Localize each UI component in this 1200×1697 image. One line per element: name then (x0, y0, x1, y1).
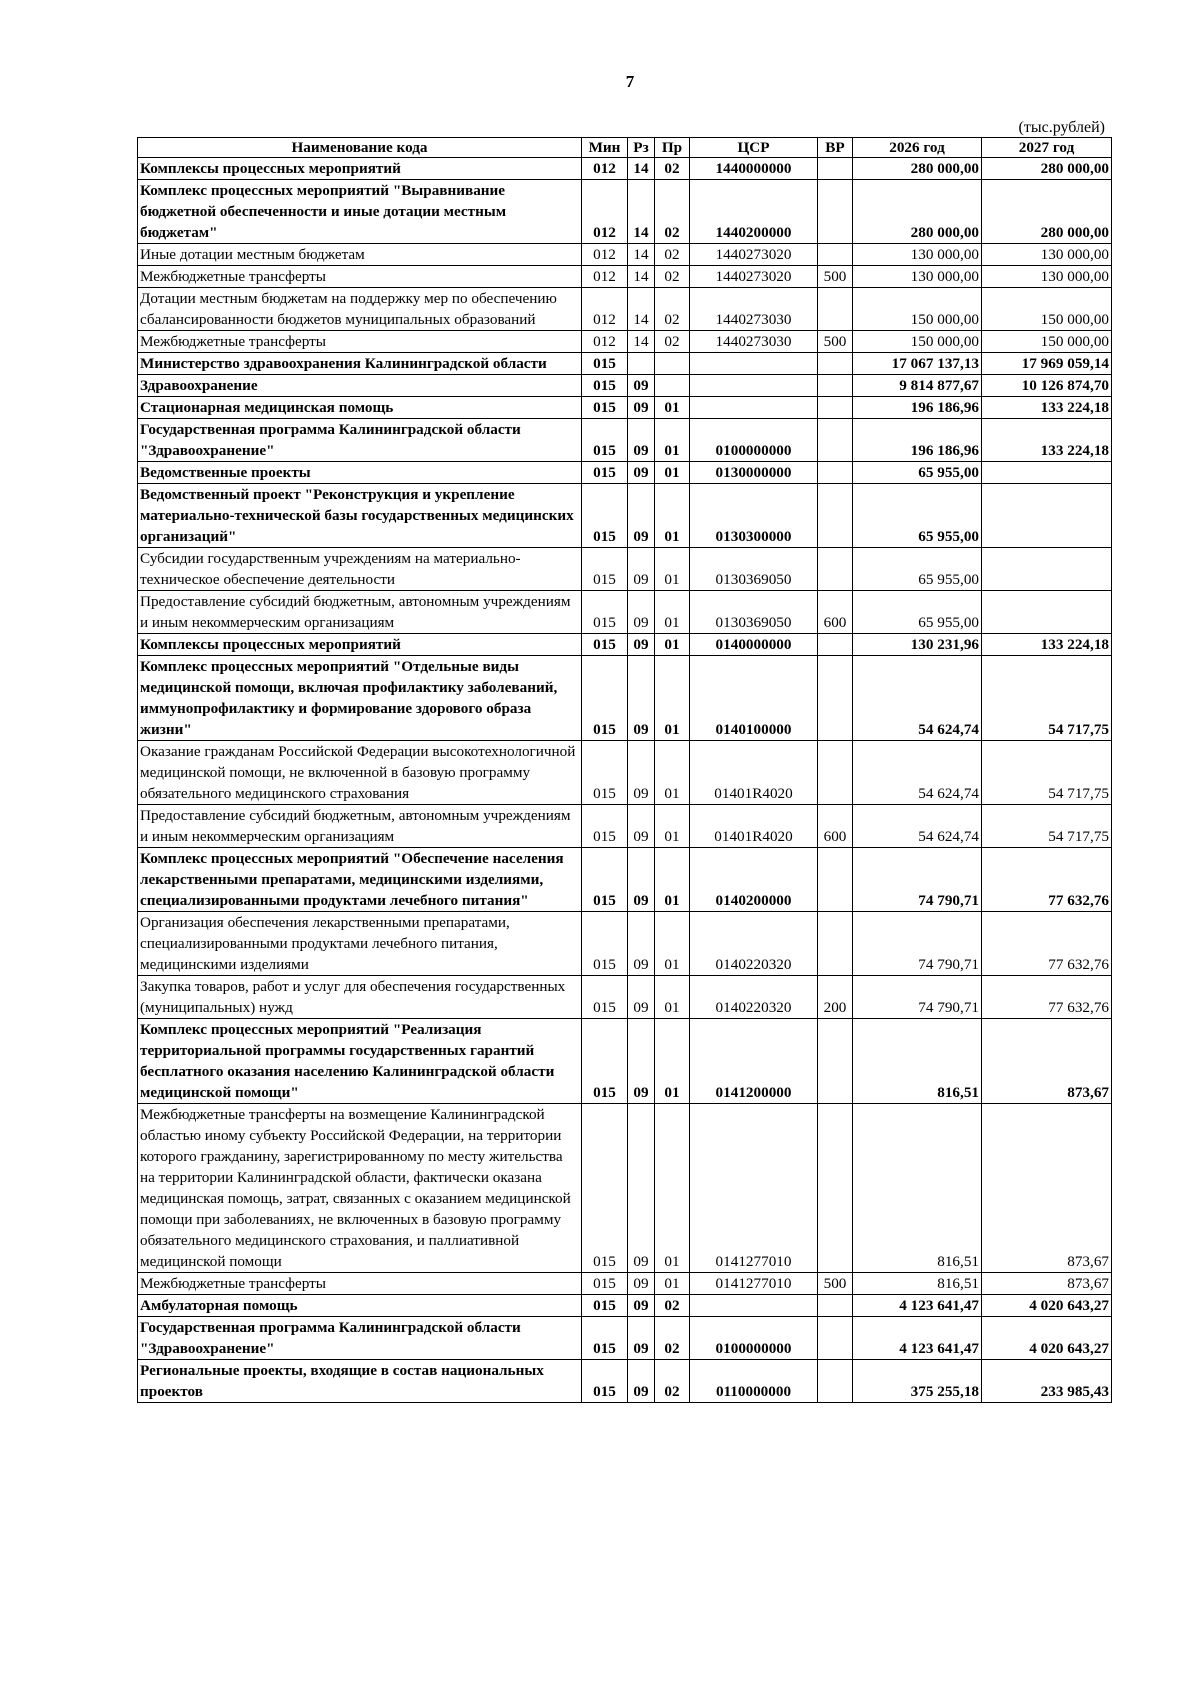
cell-2027: 54 717,75 (982, 805, 1112, 848)
cell-name: Комплекс процессных мероприятий "Отдельные виды медицинской помощи, включая профилактику заболеваний, иммунопрофилактику и формирование здорового образа жизни" (138, 656, 582, 741)
cell-rz: 09 (628, 741, 655, 805)
cell-rz: 09 (628, 976, 655, 1019)
cell-pr: 01 (655, 462, 690, 484)
cell-min: 015 (582, 1295, 628, 1317)
cell-rz: 09 (628, 656, 655, 741)
cell-vr (818, 484, 853, 548)
cell-name: Межбюджетные трансферты (138, 1273, 582, 1295)
cell-csr (690, 397, 818, 419)
cell-2026: 816,51 (853, 1273, 982, 1295)
table-row (138, 805, 1112, 848)
cell-2026: 54 624,74 (853, 805, 982, 848)
cell-2026: 130 231,96 (853, 634, 982, 656)
table-row (138, 1019, 1112, 1104)
table-row (138, 331, 1112, 353)
cell-min: 012 (582, 244, 628, 266)
cell-name: Дотации местным бюджетам на поддержку мер по обеспечению сбалансированности бюджетов муниципальных образований (138, 288, 582, 331)
cell-csr: 0110000000 (690, 1360, 818, 1403)
table-row (138, 741, 1112, 805)
cell-2026: 150 000,00 (853, 331, 982, 353)
table-row (138, 591, 1112, 634)
cell-vr (818, 288, 853, 331)
cell-2027: 233 985,43 (982, 1360, 1112, 1403)
cell-vr: 500 (818, 331, 853, 353)
cell-name: Региональные проекты, входящие в состав национальных проектов (138, 1360, 582, 1403)
cell-name: Ведомственные проекты (138, 462, 582, 484)
cell-min: 015 (582, 912, 628, 976)
cell-name: Оказание гражданам Российской Федерации высокотехнологичной медицинской помощи, не включенной в базовую программу обязательного медицинского страхования (138, 741, 582, 805)
table-row (138, 1273, 1112, 1295)
cell-name: Комплекс процессных мероприятий "Обеспечение населения лекарственными препаратами, медицинскими изделиями, специализированными продуктами лечебного питания" (138, 848, 582, 912)
cell-pr: 01 (655, 591, 690, 634)
cell-vr (818, 741, 853, 805)
cell-pr: 02 (655, 1295, 690, 1317)
cell-2027 (982, 591, 1112, 634)
cell-min: 015 (582, 656, 628, 741)
cell-name: Предоставление субсидий бюджетным, автономным учреждениям и иным некоммерческим организациям (138, 591, 582, 634)
cell-min: 012 (582, 331, 628, 353)
cell-pr: 01 (655, 805, 690, 848)
cell-2026: 130 000,00 (853, 244, 982, 266)
cell-csr: 0140100000 (690, 656, 818, 741)
cell-pr: 01 (655, 1273, 690, 1295)
cell-2026: 150 000,00 (853, 288, 982, 331)
cell-2026: 65 955,00 (853, 484, 982, 548)
cell-2026: 65 955,00 (853, 462, 982, 484)
cell-vr (818, 419, 853, 462)
cell-csr: 1440273030 (690, 288, 818, 331)
cell-2027: 873,67 (982, 1104, 1112, 1273)
page-number: 7 (625, 72, 635, 91)
cell-min: 015 (582, 419, 628, 462)
cell-vr (818, 848, 853, 912)
cell-2027: 77 632,76 (982, 848, 1112, 912)
cell-name: Амбулаторная помощь (138, 1295, 582, 1317)
table-row (138, 656, 1112, 741)
cell-min: 015 (582, 548, 628, 591)
cell-name: Государственная программа Калининградской области "Здравоохранение" (138, 419, 582, 462)
cell-2026: 54 624,74 (853, 741, 982, 805)
cell-min: 015 (582, 484, 628, 548)
cell-pr: 01 (655, 634, 690, 656)
cell-vr: 500 (818, 1273, 853, 1295)
cell-rz: 14 (628, 158, 655, 180)
cell-pr: 02 (655, 1360, 690, 1403)
cell-min: 015 (582, 805, 628, 848)
cell-pr: 01 (655, 1104, 690, 1273)
cell-pr (655, 375, 690, 397)
cell-name: Закупка товаров, работ и услуг для обеспечения государственных (муниципальных) нужд (138, 976, 582, 1019)
col-header-2027: 2027 год (982, 138, 1112, 158)
cell-name: Иные дотации местным бюджетам (138, 244, 582, 266)
cell-name: Комплекс процессных мероприятий "Реализация территориальной программы государственных гарантий бесплатного оказания населению Калининградской области медицинской помощи" (138, 1019, 582, 1104)
table-row (138, 1317, 1112, 1360)
cell-2027 (982, 484, 1112, 548)
cell-2027: 130 000,00 (982, 244, 1112, 266)
cell-min: 015 (582, 353, 628, 375)
cell-name: Государственная программа Калининградской области "Здравоохранение" (138, 1317, 582, 1360)
cell-rz (628, 353, 655, 375)
table-row (138, 244, 1112, 266)
cell-2027: 133 224,18 (982, 397, 1112, 419)
cell-2026: 375 255,18 (853, 1360, 982, 1403)
cell-csr: 0130369050 (690, 591, 818, 634)
cell-2026: 816,51 (853, 1019, 982, 1104)
cell-csr: 1440200000 (690, 180, 818, 244)
cell-rz: 14 (628, 244, 655, 266)
table-row (138, 634, 1112, 656)
table-row (138, 912, 1112, 976)
cell-min: 015 (582, 397, 628, 419)
cell-2027: 10 126 874,70 (982, 375, 1112, 397)
cell-name: Комплекс процессных мероприятий "Выравнивание бюджетной обеспеченности и иные дотации местным бюджетам" (138, 180, 582, 244)
cell-vr (818, 1360, 853, 1403)
cell-rz: 09 (628, 375, 655, 397)
cell-2027: 280 000,00 (982, 180, 1112, 244)
cell-2026: 74 790,71 (853, 976, 982, 1019)
cell-name: Организация обеспечения лекарственными препаратами, специализированными продуктами лечебного питания, медицинскими изделиями (138, 912, 582, 976)
cell-pr: 01 (655, 741, 690, 805)
cell-vr (818, 158, 853, 180)
cell-2026: 74 790,71 (853, 848, 982, 912)
cell-csr: 1440273020 (690, 266, 818, 288)
cell-name: Стационарная медицинская помощь (138, 397, 582, 419)
cell-2027: 133 224,18 (982, 419, 1112, 462)
cell-2026: 54 624,74 (853, 656, 982, 741)
cell-name: Межбюджетные трансферты (138, 266, 582, 288)
cell-rz: 09 (628, 848, 655, 912)
cell-2027 (982, 548, 1112, 591)
cell-2027: 280 000,00 (982, 158, 1112, 180)
cell-pr: 02 (655, 158, 690, 180)
cell-pr (655, 353, 690, 375)
col-header-name: Наименование кода (138, 138, 582, 158)
col-header-pr: Пр (655, 138, 690, 158)
cell-vr (818, 244, 853, 266)
cell-pr: 02 (655, 180, 690, 244)
cell-csr: 01401R4020 (690, 741, 818, 805)
cell-min: 015 (582, 375, 628, 397)
cell-csr (690, 353, 818, 375)
cell-csr: 1440000000 (690, 158, 818, 180)
cell-2026: 196 186,96 (853, 397, 982, 419)
cell-2027: 4 020 643,27 (982, 1295, 1112, 1317)
table-row (138, 462, 1112, 484)
cell-vr (818, 375, 853, 397)
cell-min: 012 (582, 288, 628, 331)
cell-2027: 54 717,75 (982, 656, 1112, 741)
budget-table (137, 137, 1112, 1403)
cell-pr: 02 (655, 266, 690, 288)
cell-2026: 130 000,00 (853, 266, 982, 288)
cell-csr: 0130369050 (690, 548, 818, 591)
cell-vr (818, 1317, 853, 1360)
cell-csr: 1440273020 (690, 244, 818, 266)
cell-2026: 65 955,00 (853, 591, 982, 634)
col-header-min: Мин (582, 138, 628, 158)
cell-min: 015 (582, 462, 628, 484)
cell-csr: 0141200000 (690, 1019, 818, 1104)
cell-rz: 09 (628, 634, 655, 656)
cell-name: Межбюджетные трансферты (138, 331, 582, 353)
cell-2027: 873,67 (982, 1019, 1112, 1104)
col-header-2026: 2026 год (853, 138, 982, 158)
cell-vr: 500 (818, 266, 853, 288)
cell-min: 015 (582, 848, 628, 912)
cell-vr (818, 462, 853, 484)
cell-rz: 09 (628, 419, 655, 462)
cell-vr (818, 353, 853, 375)
cell-2027: 150 000,00 (982, 288, 1112, 331)
cell-csr: 0130300000 (690, 484, 818, 548)
cell-vr (818, 656, 853, 741)
cell-2027: 133 224,18 (982, 634, 1112, 656)
table-row (138, 1104, 1112, 1273)
table-row (138, 548, 1112, 591)
cell-csr: 0140000000 (690, 634, 818, 656)
cell-rz: 09 (628, 484, 655, 548)
table-row (138, 180, 1112, 244)
cell-min: 012 (582, 158, 628, 180)
cell-vr (818, 548, 853, 591)
cell-rz: 09 (628, 397, 655, 419)
cell-2026: 4 123 641,47 (853, 1295, 982, 1317)
cell-vr (818, 180, 853, 244)
cell-2026: 74 790,71 (853, 912, 982, 976)
cell-min: 015 (582, 1317, 628, 1360)
cell-min: 012 (582, 266, 628, 288)
cell-rz: 09 (628, 1019, 655, 1104)
cell-pr: 02 (655, 244, 690, 266)
cell-2026: 17 067 137,13 (853, 353, 982, 375)
cell-name: Министерство здравоохранения Калининградской области (138, 353, 582, 375)
cell-rz: 09 (628, 912, 655, 976)
table-row (138, 484, 1112, 548)
cell-vr (818, 634, 853, 656)
cell-2026: 280 000,00 (853, 180, 982, 244)
table-row (138, 419, 1112, 462)
cell-pr: 01 (655, 848, 690, 912)
cell-2026: 280 000,00 (853, 158, 982, 180)
table-row (138, 158, 1112, 180)
cell-2027: 130 000,00 (982, 266, 1112, 288)
cell-pr: 01 (655, 419, 690, 462)
cell-rz: 09 (628, 1104, 655, 1273)
table-row (138, 288, 1112, 331)
col-header-rz: Рз (628, 138, 655, 158)
cell-vr (818, 397, 853, 419)
cell-min: 015 (582, 1019, 628, 1104)
cell-min: 015 (582, 1273, 628, 1295)
cell-pr: 01 (655, 397, 690, 419)
cell-2027: 4 020 643,27 (982, 1317, 1112, 1360)
cell-2027: 77 632,76 (982, 912, 1112, 976)
cell-rz: 09 (628, 1273, 655, 1295)
cell-rz: 09 (628, 591, 655, 634)
cell-min: 015 (582, 741, 628, 805)
table-row (138, 397, 1112, 419)
cell-2026: 4 123 641,47 (853, 1317, 982, 1360)
cell-2027: 873,67 (982, 1273, 1112, 1295)
cell-csr: 0100000000 (690, 419, 818, 462)
table-row (138, 848, 1112, 912)
cell-pr: 01 (655, 1019, 690, 1104)
cell-csr: 0100000000 (690, 1317, 818, 1360)
cell-2026: 65 955,00 (853, 548, 982, 591)
cell-name: Комплексы процессных мероприятий (138, 158, 582, 180)
cell-csr: 01401R4020 (690, 805, 818, 848)
cell-csr: 0130000000 (690, 462, 818, 484)
cell-csr: 0140220320 (690, 976, 818, 1019)
cell-vr (818, 1019, 853, 1104)
cell-vr: 200 (818, 976, 853, 1019)
cell-pr: 02 (655, 331, 690, 353)
cell-2027: 17 969 059,14 (982, 353, 1112, 375)
table-header (138, 138, 1112, 158)
table-row (138, 266, 1112, 288)
cell-rz: 14 (628, 180, 655, 244)
cell-min: 015 (582, 591, 628, 634)
cell-csr: 0141277010 (690, 1104, 818, 1273)
cell-pr: 01 (655, 484, 690, 548)
cell-pr: 02 (655, 1317, 690, 1360)
cell-csr: 0141277010 (690, 1273, 818, 1295)
cell-2026: 9 814 877,67 (853, 375, 982, 397)
units-label: (тыс.рублей) (1018, 119, 1105, 136)
table-row (138, 353, 1112, 375)
cell-rz: 14 (628, 266, 655, 288)
cell-rz: 14 (628, 288, 655, 331)
cell-pr: 02 (655, 288, 690, 331)
cell-min: 015 (582, 1104, 628, 1273)
cell-name: Здравоохранение (138, 375, 582, 397)
cell-csr: 0140220320 (690, 912, 818, 976)
table-body (138, 158, 1112, 1403)
table-row (138, 976, 1112, 1019)
cell-csr: 0140200000 (690, 848, 818, 912)
cell-vr (818, 912, 853, 976)
cell-pr: 01 (655, 976, 690, 1019)
cell-vr: 600 (818, 805, 853, 848)
cell-min: 012 (582, 180, 628, 244)
cell-2027: 77 632,76 (982, 976, 1112, 1019)
cell-name: Субсидии государственным учреждениям на материально-техническое обеспечение деятельности (138, 548, 582, 591)
table-row (138, 375, 1112, 397)
cell-rz: 14 (628, 331, 655, 353)
cell-rz: 09 (628, 1360, 655, 1403)
cell-2027 (982, 462, 1112, 484)
cell-rz: 09 (628, 1317, 655, 1360)
cell-min: 015 (582, 976, 628, 1019)
cell-vr (818, 1295, 853, 1317)
table-row (138, 1295, 1112, 1317)
cell-rz: 09 (628, 1295, 655, 1317)
cell-vr: 600 (818, 591, 853, 634)
cell-min: 015 (582, 1360, 628, 1403)
cell-pr: 01 (655, 656, 690, 741)
cell-2026: 816,51 (853, 1104, 982, 1273)
cell-2027: 150 000,00 (982, 331, 1112, 353)
cell-pr: 01 (655, 548, 690, 591)
cell-csr (690, 375, 818, 397)
cell-pr: 01 (655, 912, 690, 976)
cell-name: Комплексы процессных мероприятий (138, 634, 582, 656)
cell-name: Межбюджетные трансферты на возмещение Калининградской областью иному субъекту Российской Федерации, на территории которого гражданину, зарегистрированному по месту жительства на территории Калининградской области, фактически оказана медицинская помощь, затрат, связанных с оказанием медицинской помощи при заболеваниях, не включенных в базовую программу обязательного медицинского страхования, и паллиативной медицинской помощи (138, 1104, 582, 1273)
cell-rz: 09 (628, 548, 655, 591)
col-header-csr: ЦСР (690, 138, 818, 158)
cell-name: Ведомственный проект "Реконструкция и укрепление материально-технической базы государственных медицинских организаций" (138, 484, 582, 548)
cell-csr: 1440273030 (690, 331, 818, 353)
cell-2027: 54 717,75 (982, 741, 1112, 805)
cell-name: Предоставление субсидий бюджетным, автономным учреждениям и иным некоммерческим организациям (138, 805, 582, 848)
cell-vr (818, 1104, 853, 1273)
cell-2026: 196 186,96 (853, 419, 982, 462)
cell-rz: 09 (628, 462, 655, 484)
cell-csr (690, 1295, 818, 1317)
col-header-vr: ВР (818, 138, 853, 158)
table-row (138, 1360, 1112, 1403)
cell-min: 015 (582, 634, 628, 656)
cell-rz: 09 (628, 805, 655, 848)
